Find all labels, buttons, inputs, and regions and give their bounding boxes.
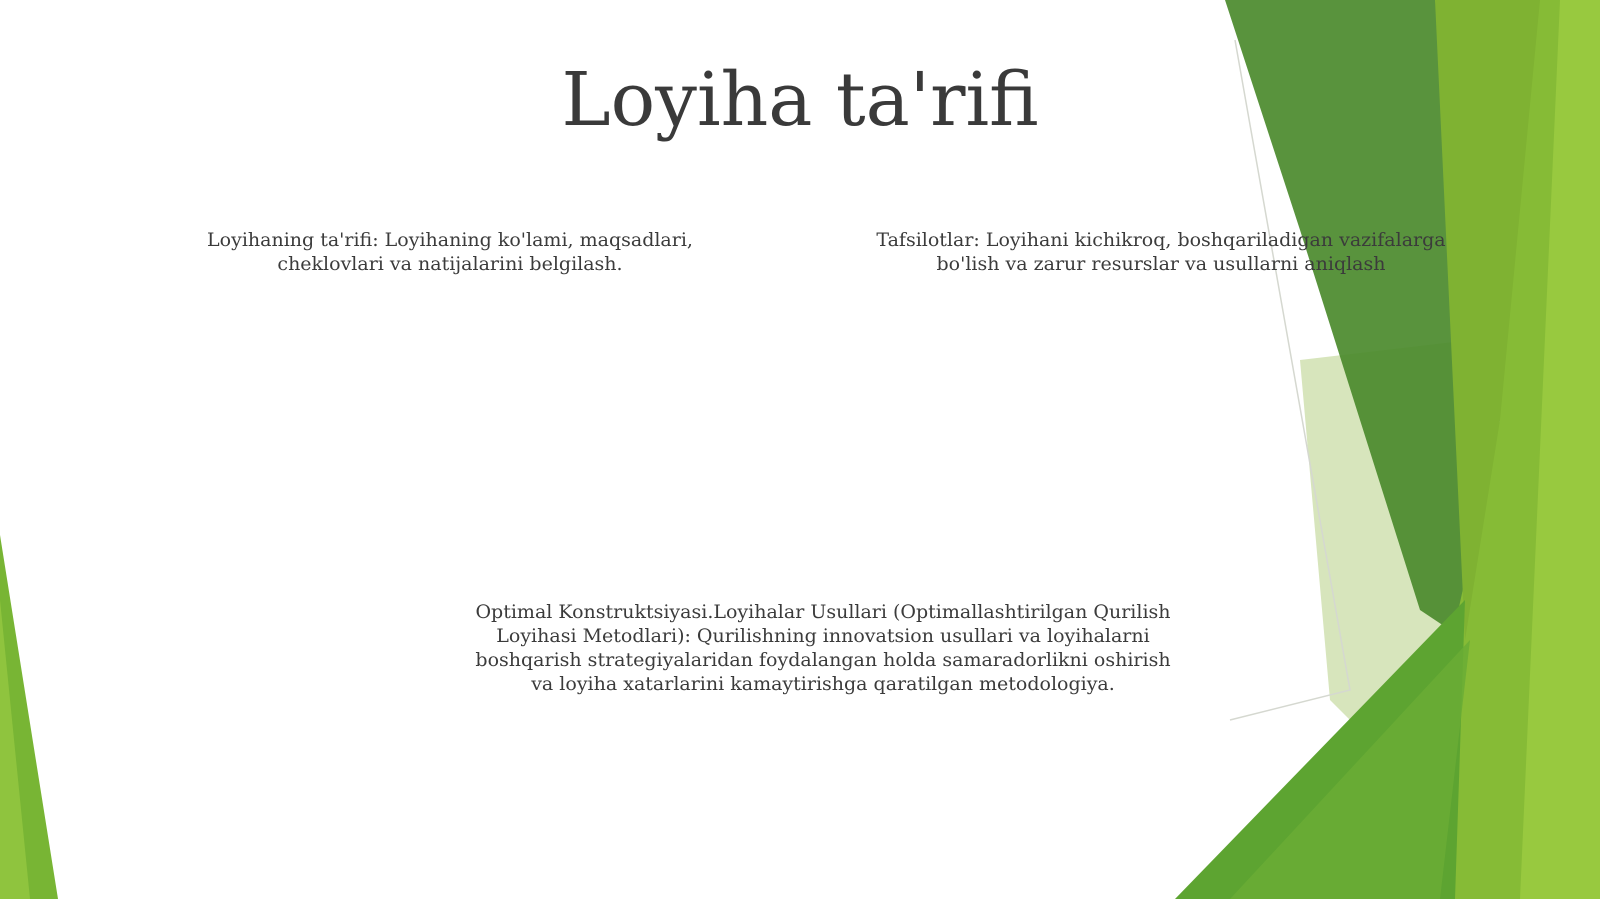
bottom-text-block: Optimal Konstruktsiyasi.Loyihalar Usullari (Optimallashtirilgan Qurilish Loyihasi Metodlari): Qurilishning innovatsion usullari va loyihalarni boshqarish strategiyalaridan foydalangan holda samaradorlikni oshirish va loyiha xatarlarini kamaytirishga qaratilgan metodologiya. [475, 601, 1171, 695]
slide-title: Loyiha ta'rifi [561, 57, 1039, 143]
left-text-block: Loyihaning ta'rifi: Loyihaning ko'lami, maqsadlari, cheklovlari va natijalarini belgilash. [207, 229, 693, 275]
right-text-block: Tafsilotlar: Loyihani kichikroq, boshqariladigan vazifalarga bo'lish va zarur resurslar va usullarni aniqlash [876, 229, 1446, 275]
